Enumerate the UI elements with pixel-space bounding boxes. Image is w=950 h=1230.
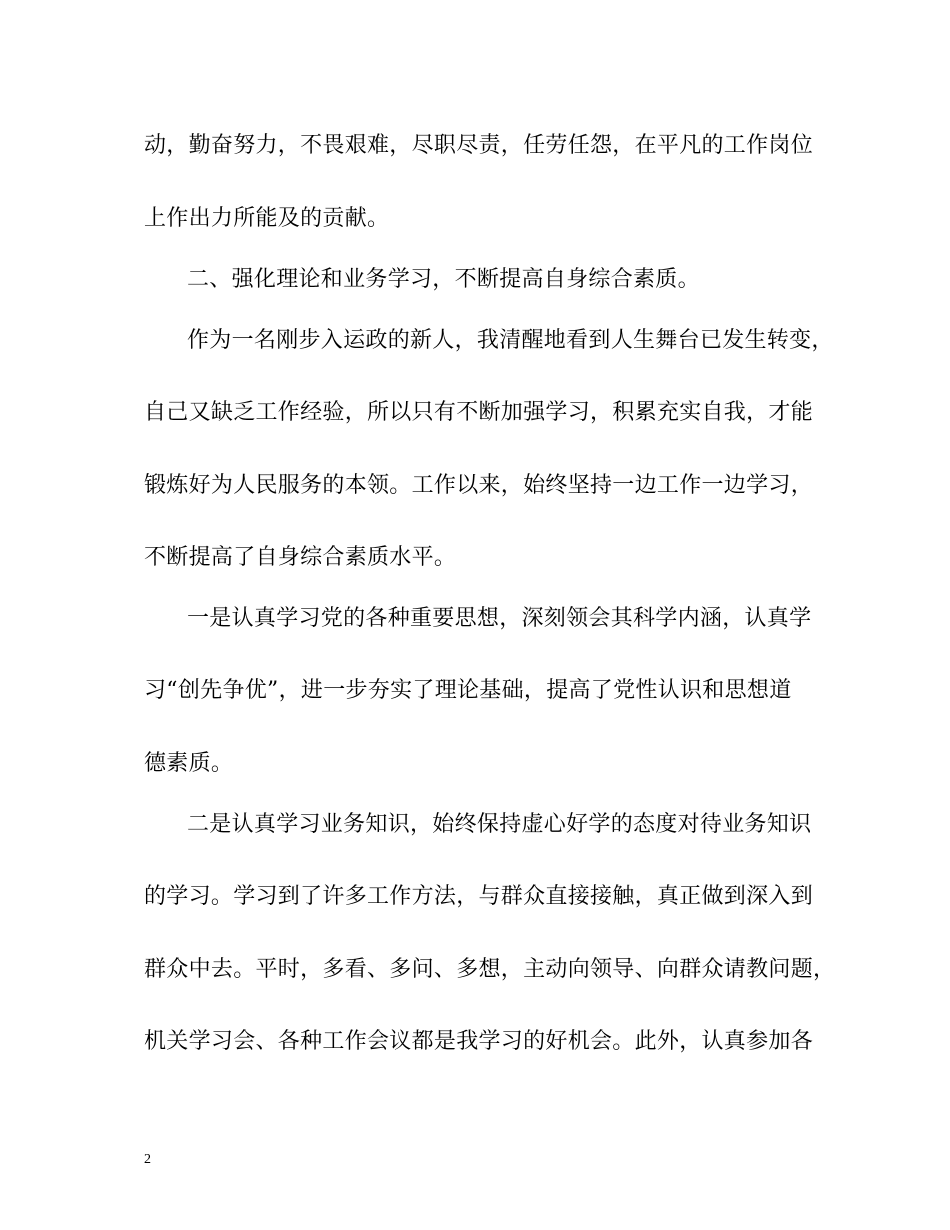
text-line: 锻炼好为人民服务的本领。工作以来，始终坚持一边工作一边学习， — [144, 473, 814, 498]
text-line: 作为一名刚步入运政的新人，我清醒地看到人生舞台已发生转变， — [187, 328, 834, 353]
text-line: 德素质。 — [144, 751, 234, 776]
section-heading: 二、强化理论和业务学习，不断提高自身综合素质。 — [187, 267, 700, 292]
text-line: 上作出力所能及的贡献。 — [144, 206, 390, 231]
text-line: 群众中去。平时，多看、多问、多想，主动向领导、向群众请教问题， — [144, 957, 836, 982]
text-line: 机关学习会、各种工作会议都是我学习的好机会。此外，认真参加各 — [144, 1029, 814, 1054]
text-line: 自己又缺乏工作经验，所以只有不断加强学习，积累充实自我，才能 — [144, 400, 814, 425]
text-line: 二是认真学习业务知识，始终保持虚心好学的态度对待业务知识 — [187, 812, 812, 837]
text-line: 一是认真学习党的各种重要思想，深刻领会其科学内涵，认真学 — [187, 606, 812, 631]
text-line: 习“创先争优”，进一步夯实了理论基础，提高了党性认识和思想道 — [144, 678, 792, 703]
page-number: 2 — [144, 1152, 151, 1167]
text-line: 的学习。学习到了许多工作方法，与群众直接接触，真正做到深入到 — [144, 884, 814, 909]
text-line: 动，勤奋努力，不畏艰难，尽职尽责，任劳任怨，在平凡的工作岗位 — [144, 133, 814, 158]
text-line: 不断提高了自身综合素质水平。 — [144, 545, 457, 570]
